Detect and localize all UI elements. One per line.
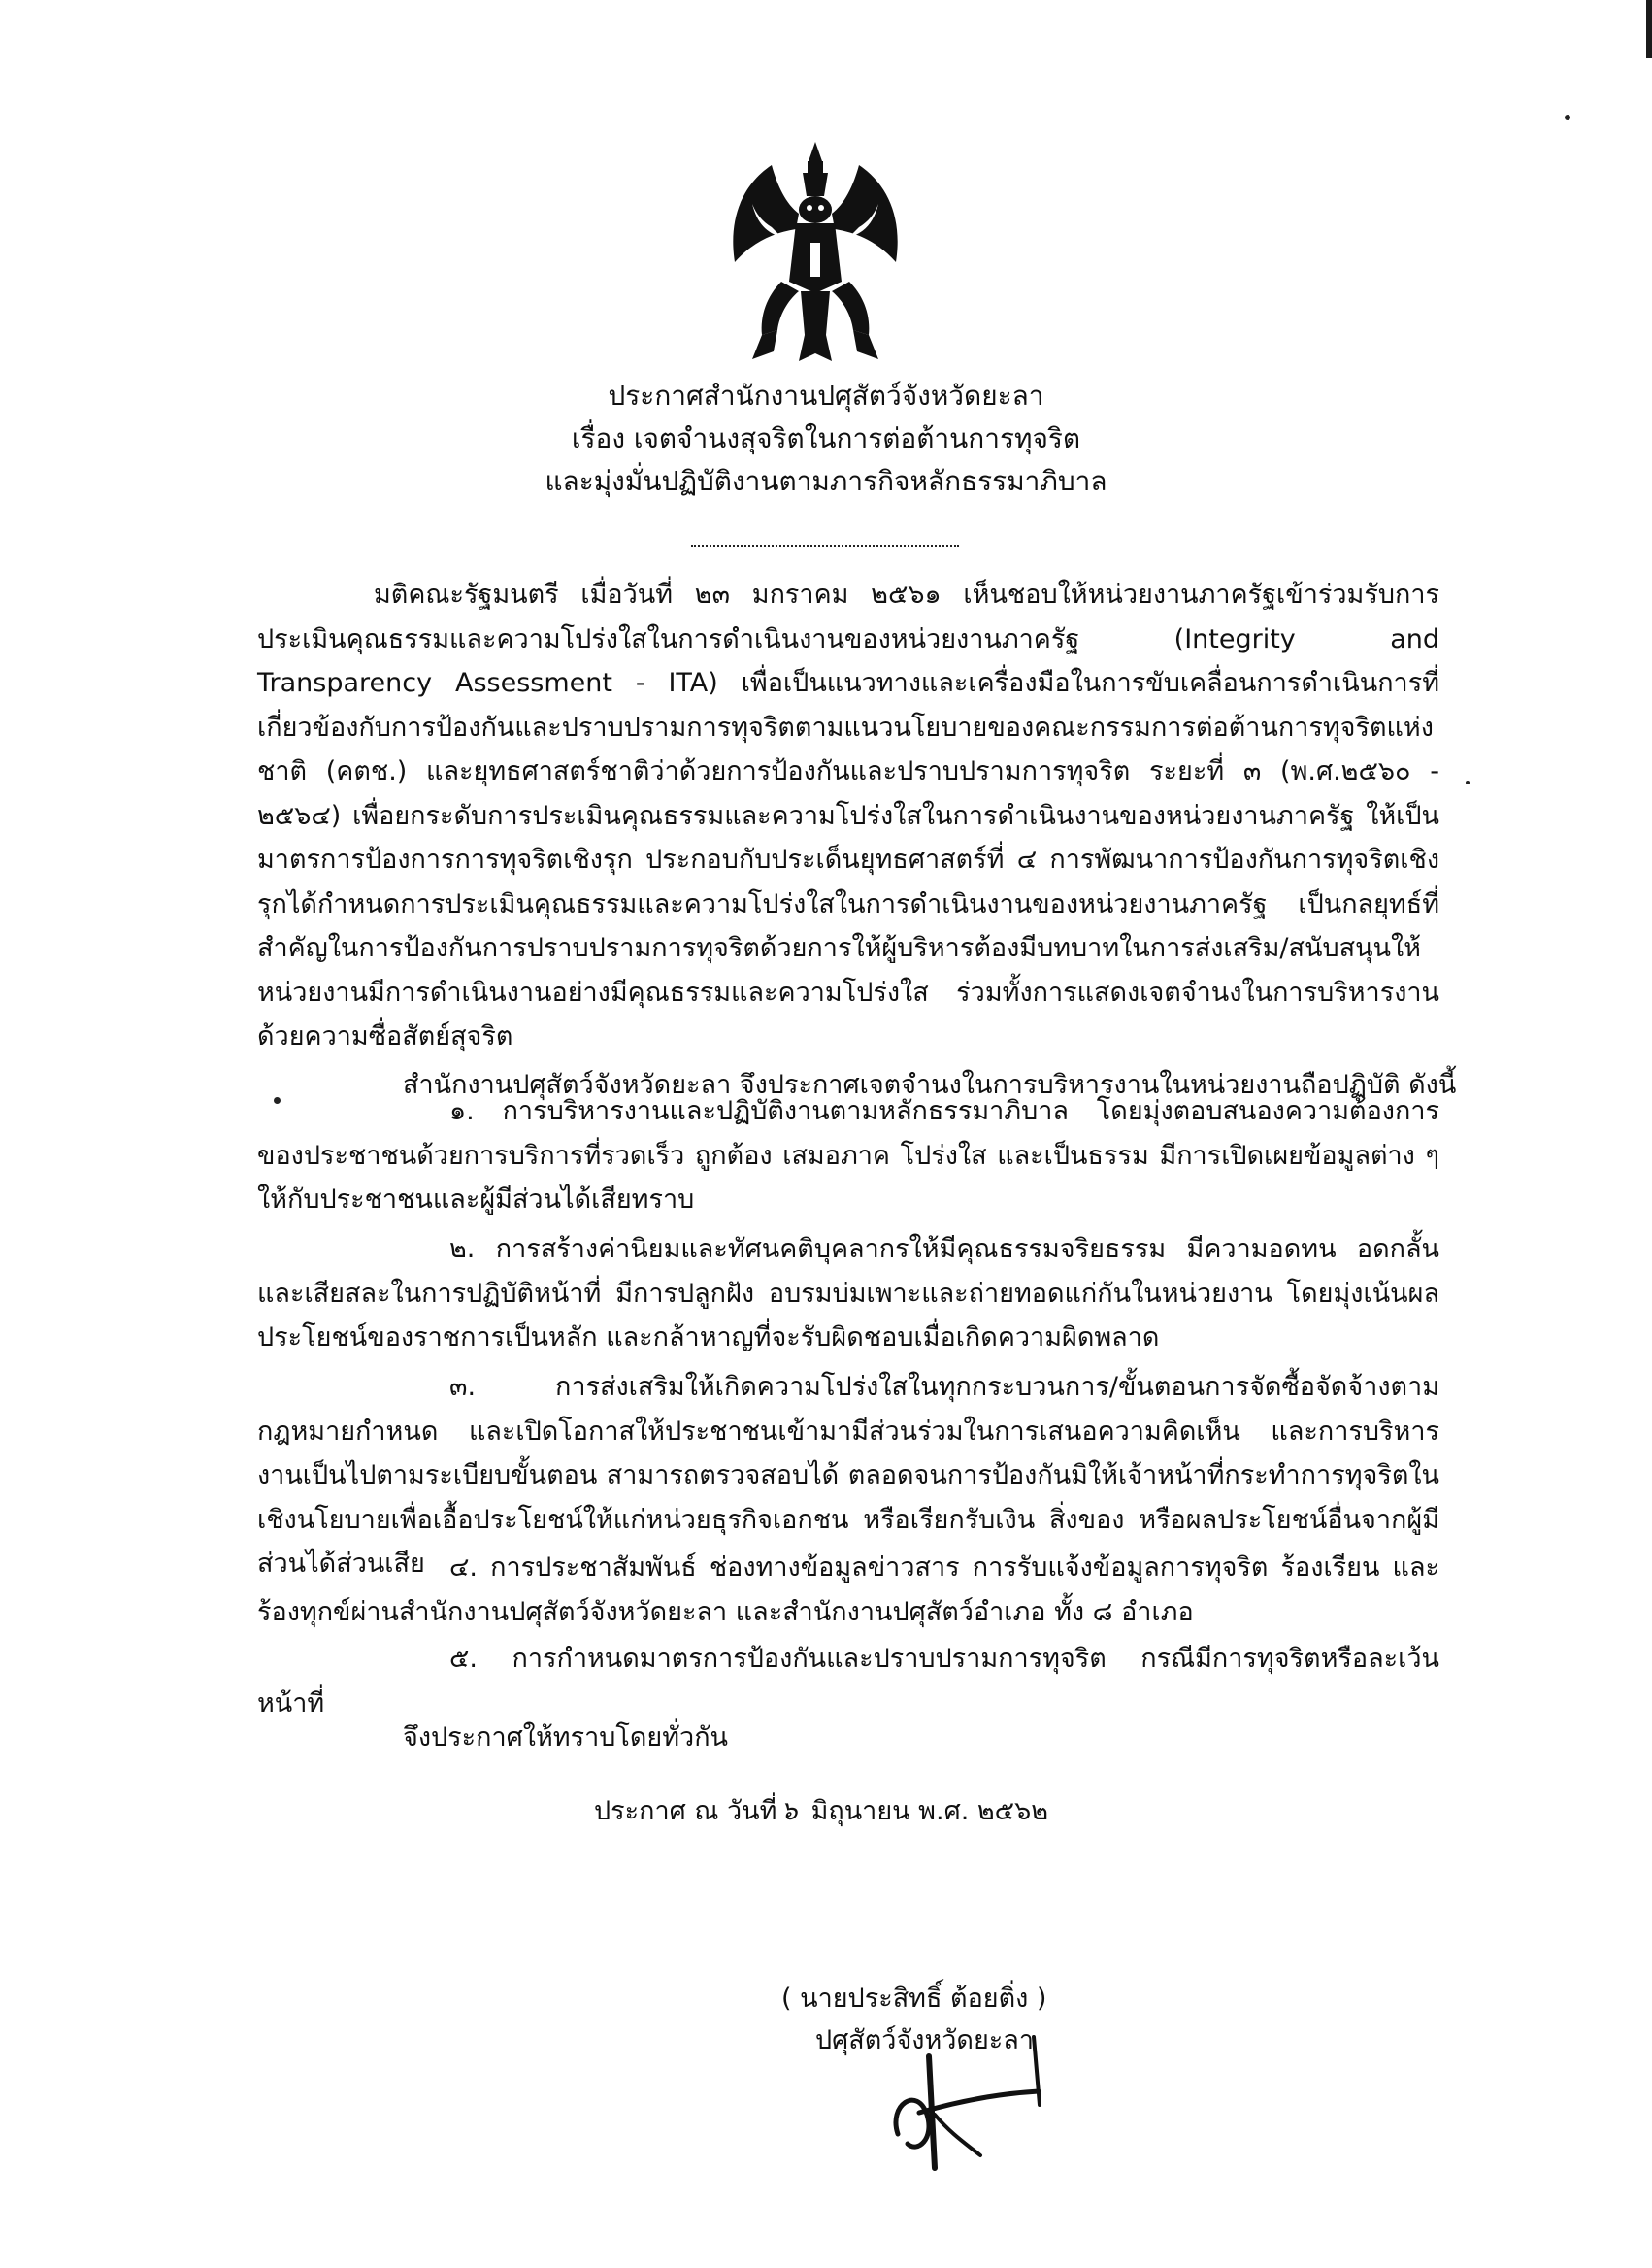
scan-speck — [1466, 781, 1470, 784]
list-item-2: ๒. การสร้างค่านิยมและทัศนคติบุคลากรให้มีคุณธรรมจริยธรรม มีความอดทน อดกลั้น และเสียสละในการปฏิบัติหน้าที่ มีการปลูกฝัง อบรมบ่มเพาะและถ่ายทอดแก่กันในหน่วยงาน โดยมุ่งเน้นผลประโยชน์ของราชการเป็นหลัก และกล้าหาญที่จะรับผิดชอบเมื่อเกิดความผิดพลาด — [257, 1234, 1439, 1352]
scan-speck — [1565, 115, 1570, 120]
scan-speck — [274, 1097, 281, 1104]
list-item-4: ๔. การประชาสัมพันธ์ ช่องทางข้อมูลข่าวสาร การรับแจ้งข้อมูลการทุจริต ร้องเรียน และร้องทุกข์ผ่านสำนักงานปศุสัตว์จังหวัดยะลา และสำนักงานปศุสัตว์อำเภอ ทั้ง ๘ อำเภอ — [257, 1552, 1439, 1627]
list-item-3: ๓. การส่งเสริมให้เกิดความโปร่งใสในทุกกระบวนการ/ขั้นตอนการจัดซื้อจัดจ้างตามกฎหมายกำหนด และเปิดโอกาสให้ประชาชนเข้ามามีส่วนร่วมในการเสนอความคิดเห็น และการบริหารงานเป็นไปตามระเบียบขั้นตอน สามารถตรวจสอบได้ ตลอดจนการป้องกันมิให้เจ้าหน้าที่กระทำการทุจริตในเชิงนโยบายเพื่อเอื้อประโยชน์ให้แก่หน่วยธุรกิจเอกชน หรือเรียกรับเงิน สิ่งของ หรือผลประโยชน์อื่นจากผู้มีส่วนได้ส่วนเสีย — [257, 1372, 1439, 1579]
closing-line: จึงประกาศให้ทราบโดยทั่วกัน — [403, 1722, 728, 1752]
signatory-title: ปศุสัตว์จังหวัดยะลา — [815, 2025, 1034, 2055]
subject-line: เรื่อง เจตจำนงสุจริตในการต่อต้านการทุจริต — [571, 422, 1081, 454]
subject-line-continued: และมุ่งมั่นปฏิบัติงานตามภารกิจหลักธรรมาภิบาล — [545, 465, 1107, 497]
list-item-1: ๑. การบริหารงานและปฏิบัติงานตามหลักธรรมาภิบาล โดยมุ่งตอบสนองความต้องการของประชาชนด้วยการบริการที่รวดเร็ว ถูกต้อง เสมอภาค โปร่งใส และเป็นธรรม มีการเปิดเผยข้อมูลต่าง ๆ ให้กับประชาชนและผู้มีส่วนได้เสียทราบ — [257, 1096, 1439, 1215]
separator-dots — [691, 545, 959, 547]
announcement-paragraph: สำนักงานปศุสัตว์จังหวัดยะลา จึงประกาศเจตจำนงในการบริหารงานในหน่วยงานถือปฏิบัติ ดังนี้ — [403, 1070, 1457, 1100]
announcement-heading: ประกาศสำนักงานปศุสัตว์จังหวัดยะลา — [608, 380, 1044, 412]
date-month-year: มิถุนายน พ.ศ. ๒๕๖๒ — [810, 1796, 1049, 1826]
signatory-name: ( นายประสิทธิ์ ต้อยติ่ง ) — [781, 1984, 1047, 2014]
list-item-5: ๕. การกำหนดมาตรการป้องกันและปราบปรามการทุจริต กรณีมีการทุจริตหรือละเว้นหน้าที่ — [257, 1644, 1439, 1718]
date-line — [594, 1792, 1176, 1831]
scan-edge-mark — [1646, 0, 1652, 58]
date-prefix: ประกาศ ณ วันที่ — [594, 1796, 777, 1826]
date-day: ๖ — [780, 1796, 798, 1826]
intro-paragraph: มติคณะรัฐมนตรี เมื่อวันที่ ๒๓ มกราคม ๒๕๖๑ เห็นชอบให้หน่วยงานภาครัฐเข้าร่วมรับการประเมินคุณธรรมและความโปร่งใสในการดำเนินงานของหน่วยงานภาครัฐ (Integrity and Transparency Assessment - ITA) เพื่อเป็นแนวทางและเครื่องมือในการขับเคลื่อนการดำเนินการที่เกี่ยวข้องกับการป้องกันและปราบปรามการทุจริตตามแนวนโยบายของคณะกรรมการต่อต้านการทุจริตแห่งชาติ (คตช.) และยุทธศาสตร์ชาติว่าด้วยการป้องกันและปราบปรามการทุจริต ระยะที่ ๓ (พ.ศ.๒๕๖๐ - ๒๕๖๔) เพื่อยกระดับการประเมินคุณธรรมและความโปร่งใสในการดำเนินงานของหน่วยงานภาครัฐ ให้เป็นมาตรการป้องการการทุจริตเชิงรุก ประกอบกับประเด็นยุทธศาสตร์ที่ ๔ การพัฒนาการป้องกันการทุจริตเชิงรุกได้กำหนดการประเมินคุณธรรมและความโปร่งใสในการดำเนินงานของหน่วยงานภาครัฐ เป็นกลยุทธ์ที่สำคัญในการป้องกันการปราบปรามการทุจริตด้วยการให้ผู้บริหารต้องมีบทบาทในการส่งเสริม/สนับสนุนให้หน่วยงานมีการดำเนินงานอย่างมีคุณธรรมและความโปร่งใส ร่วมทั้งการแสดงเจตจำนงในการบริหารงานด้วยความซื่อสัตย์สุจริต — [257, 580, 1439, 1051]
garuda-emblem-icon — [713, 136, 917, 369]
